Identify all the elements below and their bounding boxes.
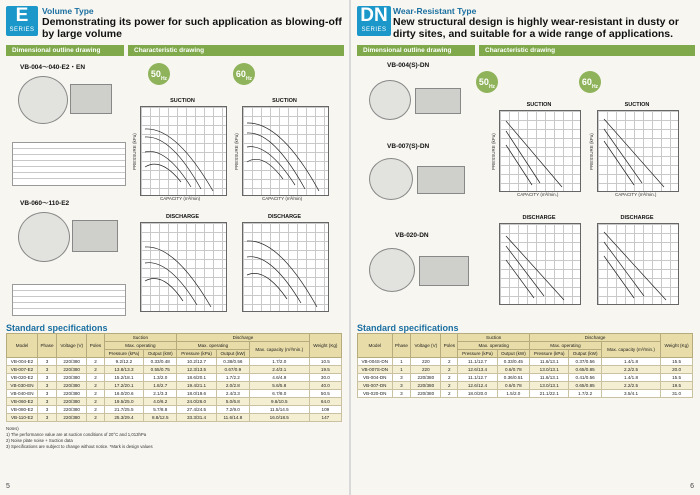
table-row (7, 390, 342, 398)
hz-value: 50 (150, 69, 161, 79)
blower-drawing (369, 80, 411, 120)
curve-set (500, 224, 580, 304)
table-cell: VB-007-DN (358, 382, 393, 390)
series-caption: SERIES (361, 27, 387, 33)
table-cell: 33.3/31.4 (177, 414, 217, 422)
curve-set (141, 107, 226, 195)
table-cell: 13.0/13.1 (530, 382, 569, 390)
table-cell: 1 (392, 366, 411, 374)
table-cell: 4.0/6.2 (144, 398, 177, 406)
note-line: Notes) (6, 426, 19, 431)
table-cell: 0.65/0.85 (569, 366, 601, 374)
model-label: VB-060～110-E2 (20, 200, 70, 207)
table-cell: 2 (87, 398, 104, 406)
table-cell: VB-004-E2 (7, 358, 38, 366)
badge-50hz (476, 71, 498, 93)
table-cell: 220/380 (411, 382, 441, 390)
table-cell: 220/380 (56, 398, 86, 406)
table-cell: 11.5/14.5 (249, 406, 309, 414)
table-cell: 3 (38, 382, 57, 390)
blower-drawing (369, 248, 415, 292)
badge-60hz (233, 63, 255, 85)
table-cell: 3 (38, 374, 57, 382)
right-page (351, 0, 700, 495)
table-row (7, 406, 342, 414)
curve-set (598, 111, 678, 191)
table-cell: 0.55/0.75 (144, 366, 177, 374)
table-cell: VB-080-E2 (7, 406, 38, 414)
table-cell: 2.0/2.8 (216, 382, 249, 390)
hz-unit: Hz (591, 83, 599, 90)
table-cell: 2 (87, 366, 104, 374)
table-cell: 11.1/12.7 (458, 358, 497, 366)
curve-set (141, 223, 226, 311)
series-letter: DN (360, 5, 388, 26)
table-cell: VB-040-EN (7, 390, 38, 398)
table-cell: 220/380 (56, 406, 86, 414)
table-cell: 16.0/18.5 (249, 414, 309, 422)
table-cell: 50.5 (309, 390, 341, 398)
badge-60hz (579, 71, 601, 93)
model-label: VB-004～040-E2・EN (20, 64, 86, 71)
table-cell: VB-007-E2 (7, 366, 38, 374)
hz-unit: Hz (160, 75, 168, 82)
model-label: VB-020-DN (395, 232, 429, 239)
motor-drawing (419, 256, 469, 286)
table-cell: 12.6/12.4 (458, 382, 497, 390)
table-cell: 0.41/0.56 (569, 374, 601, 382)
table-cell: 3 (38, 366, 57, 374)
table-cell: 10.5 (309, 358, 341, 366)
table-cell: 13.0/13.1 (530, 366, 569, 374)
blower-drawing (369, 158, 413, 200)
outline-bar: Dimensional outline drawing (357, 45, 475, 56)
motor-drawing (72, 220, 118, 252)
table-cell: 25.3/29.4 (104, 414, 144, 422)
col-pressure: Pressure (kPa) (104, 350, 144, 358)
table-cell: 24.0/26.0 (177, 398, 217, 406)
type-title: Volume Type (42, 6, 94, 16)
table-cell: 19.4/21.1 (177, 382, 217, 390)
suction-chart-50hz (499, 110, 581, 192)
table-cell: 2.4/3.3 (216, 390, 249, 398)
table-cell: 4.6/4.9 (249, 374, 309, 382)
table-cell: VB-004S-DN (358, 358, 393, 366)
table-cell: 2.1/3.3 (144, 390, 177, 398)
spec-title: Standard specifications (357, 323, 459, 333)
y-axis-label: PRESSURE (kPa) (491, 133, 496, 170)
col-max-operating: Max. operating (458, 342, 530, 350)
table-cell: 19.5 (661, 382, 693, 390)
dimension-table (12, 284, 126, 316)
curve-set (500, 111, 580, 191)
table-cell: 3 (392, 390, 411, 398)
model-label: VB-004(S)-DN (387, 62, 430, 69)
table-cell: 21.7/25.5 (104, 406, 144, 414)
col-suction: Suction (104, 334, 177, 342)
col-model: Model (7, 334, 38, 358)
table-cell: 147 (309, 414, 341, 422)
table-cell: 220/380 (56, 366, 86, 374)
table-cell: 2.2/2.5 (601, 366, 660, 374)
col-output: Output (kW) (569, 350, 601, 358)
table-cell: 109 (309, 406, 341, 414)
chart-title: DISCHARGE (620, 215, 654, 221)
table-cell: 3 (392, 382, 411, 390)
table-cell: 3 (38, 406, 57, 414)
curve-set (243, 107, 328, 195)
hz-value: 50 (478, 77, 489, 87)
table-cell: 1.4/1.8 (601, 374, 660, 382)
curve-set (243, 223, 328, 311)
chart-title: DISCHARGE (267, 214, 301, 220)
hz-unit: Hz (488, 83, 496, 90)
table-cell: 3 (38, 390, 57, 398)
y-axis-label: PRESSURE (kPa) (589, 133, 594, 170)
series-badge-e (6, 6, 38, 36)
table-cell: 0.36/0.51 (497, 374, 529, 382)
table-cell: VB-030-EN (7, 382, 38, 390)
table-cell: 7.2/9.0 (216, 406, 249, 414)
col-weight: Weight (Kg) (309, 334, 341, 358)
col-voltage: Voltage (V) (56, 334, 86, 358)
table-cell: 6.7/8.0 (249, 390, 309, 398)
chart-title: SUCTION (170, 98, 195, 104)
table-cell: 11.6/13.1 (530, 358, 569, 366)
table-cell: 27.4/24.5 (177, 406, 217, 414)
table-cell: 0.33/0.48 (144, 358, 177, 366)
col-suction: Suction (458, 334, 530, 342)
table-cell: 31.0 (661, 390, 693, 398)
y-axis-label: PRESSURE (kPa) (234, 133, 239, 170)
col-discharge: Discharge (177, 334, 310, 342)
hz-unit: Hz (245, 75, 253, 82)
table-cell: 3 (38, 414, 57, 422)
page-number: 5 (6, 483, 10, 490)
table-cell: 2 (441, 358, 458, 366)
chart-title: DISCHARGE (165, 214, 199, 220)
table-cell: VB-020-E2 (7, 374, 38, 382)
table-cell: 2.2/2.5 (601, 382, 660, 390)
motor-drawing (70, 84, 112, 114)
note-line: 1) The performance value are at suction conditions of 20°C and 1,013hPa (6, 432, 147, 437)
table-cell: 1.7/2.0 (249, 358, 309, 366)
table-cell: 1.4/1.8 (601, 358, 660, 366)
motor-drawing (415, 88, 461, 114)
col-output: Output (kW) (497, 350, 529, 358)
spec-table (357, 333, 693, 398)
table-cell: 9.2/12.2 (104, 358, 144, 366)
table-cell: 2 (87, 374, 104, 382)
table-cell: 13.8/13.3 (104, 366, 144, 374)
chart-title: DISCHARGE (522, 215, 556, 221)
table-cell: 10.2/12.7 (177, 358, 217, 366)
table-row (358, 374, 693, 382)
curve-set (598, 224, 678, 304)
motor-drawing (417, 166, 465, 194)
table-cell: 16.0/20.6 (104, 390, 144, 398)
table-cell: 1.7/2.2 (569, 390, 601, 398)
col-model: Model (358, 334, 393, 358)
col-output: Output (kW) (144, 350, 177, 358)
table-cell: 15.5 (661, 374, 693, 382)
x-axis-label: CAPACITY (m³/min) (262, 196, 303, 201)
note-line: 2) Noise plate noise + Suction data (6, 438, 73, 443)
blower-drawing (18, 76, 68, 124)
headline: New structural design is highly wear-resistant in dusty or dirty sites, and suitable for a wide range of applications. (393, 16, 679, 40)
table-cell: 0.6/0.78 (497, 382, 529, 390)
table-cell: 2 (87, 414, 104, 422)
table-cell: 20.0 (661, 366, 693, 374)
hz-value: 60 (581, 77, 592, 87)
spec-table (6, 333, 342, 422)
table-cell: 18.0/19.6 (177, 390, 217, 398)
discharge-chart-60hz (597, 223, 679, 305)
table-cell: 220 (411, 366, 441, 374)
col-max-capacity: Max. capacity (m³/min.) (601, 342, 660, 358)
chart-title: SUCTION (526, 102, 552, 108)
discharge-chart-60hz (242, 222, 329, 312)
table-cell: 220/380 (56, 390, 86, 398)
table-cell: 15.5 (661, 358, 693, 366)
table-cell: 3 (38, 358, 57, 366)
table-row (358, 358, 693, 366)
col-pressure: Pressure (kPa) (177, 350, 217, 358)
table-cell: 220 (411, 358, 441, 366)
chart-title: SUCTION (272, 98, 297, 104)
characteristic-bar: Characteristic drawing (479, 45, 695, 56)
table-cell: 5.7/8.8 (144, 406, 177, 414)
chart-title: SUCTION (624, 102, 650, 108)
col-poles: Poles (441, 334, 458, 358)
spec-title: Standard specifications (6, 323, 108, 333)
table-cell: 5.0/6.8 (216, 398, 249, 406)
table-cell: 8.8/12.5 (144, 414, 177, 422)
table-cell: 220/380 (56, 358, 86, 366)
x-axis-label: CAPACITY (m³/min.) (517, 192, 559, 197)
col-phase: Phase (392, 334, 411, 358)
col-pressure: Pressure (kPa) (458, 350, 497, 358)
table-cell: 1.5/2.0 (497, 390, 529, 398)
x-axis-label: CAPACITY (m³/min) (160, 196, 201, 201)
table-cell: 1.3/2.0 (144, 374, 177, 382)
notes (6, 426, 153, 450)
x-axis-label: CAPACITY (m³/min.) (615, 192, 657, 197)
table-cell: 11.6/13.1 (530, 374, 569, 382)
table-cell: VB-110-E2 (7, 414, 38, 422)
table-cell: VB-004-DN (358, 374, 393, 382)
dimension-table (12, 142, 126, 186)
col-voltage: Voltage (V) (411, 334, 441, 358)
table-cell: 0.6/0.78 (497, 366, 529, 374)
table-cell: 2 (441, 366, 458, 374)
suction-chart-60hz (597, 110, 679, 192)
blower-drawing (18, 212, 70, 262)
table-cell: 64.0 (309, 398, 341, 406)
col-max-capacity: Max. capacity (m³/min.) (249, 342, 309, 358)
table-row (358, 390, 693, 398)
type-title: Wear-Resistant Type (393, 6, 477, 16)
table-cell: VB-060-E2 (7, 398, 38, 406)
suction-chart-50hz (140, 106, 227, 196)
table-cell: 220/380 (56, 374, 86, 382)
table-row (7, 414, 342, 422)
y-axis-label: PRESSURE (kPa) (132, 133, 137, 170)
table-cell: 0.67/0.9 (216, 366, 249, 374)
table-cell: 2.4/3.1 (249, 366, 309, 374)
headline: Demonstrating its power for such application as blowing-off by large volume (42, 16, 342, 40)
col-weight: Weight (Kg) (661, 334, 693, 358)
table-row (7, 374, 342, 382)
model-label: VB-007(S)-DN (387, 143, 430, 150)
table-cell: 0.33/0.45 (497, 358, 529, 366)
table-cell: 11.1/12.7 (458, 374, 497, 382)
table-cell: 220/380 (411, 390, 441, 398)
col-max-operating: Max. operating (177, 342, 250, 350)
table-cell: 18.6/20.1 (177, 374, 217, 382)
table-cell: 17.2/20.1 (104, 382, 144, 390)
table-cell: 11.6/14.8 (216, 414, 249, 422)
note-line: 3) Specifications are subject to change without notice. *Mark is design values (6, 444, 153, 449)
hz-value: 60 (235, 69, 246, 79)
table-cell: 220/380 (411, 374, 441, 382)
col-max-operating: Max. operating (104, 342, 177, 350)
table-cell: 2 (441, 390, 458, 398)
characteristic-bar: Characteristic drawing (128, 45, 344, 56)
table-row (358, 382, 693, 390)
table-cell: 19.5 (309, 366, 341, 374)
table-cell: 220/380 (56, 414, 86, 422)
table-cell: 9.6/10.5 (249, 398, 309, 406)
col-max-operating: Max. operating (530, 342, 602, 350)
col-poles: Poles (87, 334, 104, 358)
table-cell: 1.7/2.2 (216, 374, 249, 382)
table-cell: VB-007S-DN (358, 366, 393, 374)
table-cell: 12.3/13.5 (177, 366, 217, 374)
table-row (7, 358, 342, 366)
series-badge-dn (357, 6, 391, 36)
table-cell: 2 (87, 358, 104, 366)
table-cell: 220/380 (56, 382, 86, 390)
table-cell: 3 (38, 398, 57, 406)
discharge-chart-50hz (499, 223, 581, 305)
table-row (7, 366, 342, 374)
table-cell: VB-020-DN (358, 390, 393, 398)
badge-50hz (148, 63, 170, 85)
table-cell: 1.8/2.7 (144, 382, 177, 390)
table-row (7, 382, 342, 390)
table-cell: 3 (392, 374, 411, 382)
table-cell: 18.0/20.0 (458, 390, 497, 398)
table-cell: 2 (441, 374, 458, 382)
left-page (0, 0, 349, 495)
col-pressure: Pressure (kPa) (530, 350, 569, 358)
table-cell: 0.65/0.85 (569, 382, 601, 390)
col-discharge: Discharge (530, 334, 661, 342)
table-cell: 12.6/13.4 (458, 366, 497, 374)
table-cell: 21.1/22.1 (530, 390, 569, 398)
table-row (358, 366, 693, 374)
outline-bar: Dimensional outline drawing (6, 45, 124, 56)
table-cell: 15.2/18.1 (104, 374, 144, 382)
table-cell: 2 (441, 382, 458, 390)
table-cell: 2 (87, 406, 104, 414)
table-cell: 0.37/0.56 (569, 358, 601, 366)
series-letter: E (15, 5, 29, 26)
table-cell: 0.38/0.56 (216, 358, 249, 366)
suction-chart-60hz (242, 106, 329, 196)
discharge-chart-50hz (140, 222, 227, 312)
table-cell: 19.5/25.0 (104, 398, 144, 406)
table-cell: 2 (87, 382, 104, 390)
table-cell: 5.6/5.8 (249, 382, 309, 390)
table-cell: 1 (392, 358, 411, 366)
table-cell: 2 (87, 390, 104, 398)
table-cell: 3.5/4.1 (601, 390, 660, 398)
table-cell: 30.0 (309, 374, 341, 382)
col-phase: Phase (38, 334, 57, 358)
series-caption: SERIES (9, 27, 35, 33)
table-cell: 40.0 (309, 382, 341, 390)
spec-table-body (358, 358, 693, 398)
table-row (7, 398, 342, 406)
page-number: 6 (690, 483, 694, 490)
col-output: Output (kW) (216, 350, 249, 358)
spec-table-body (7, 358, 342, 422)
